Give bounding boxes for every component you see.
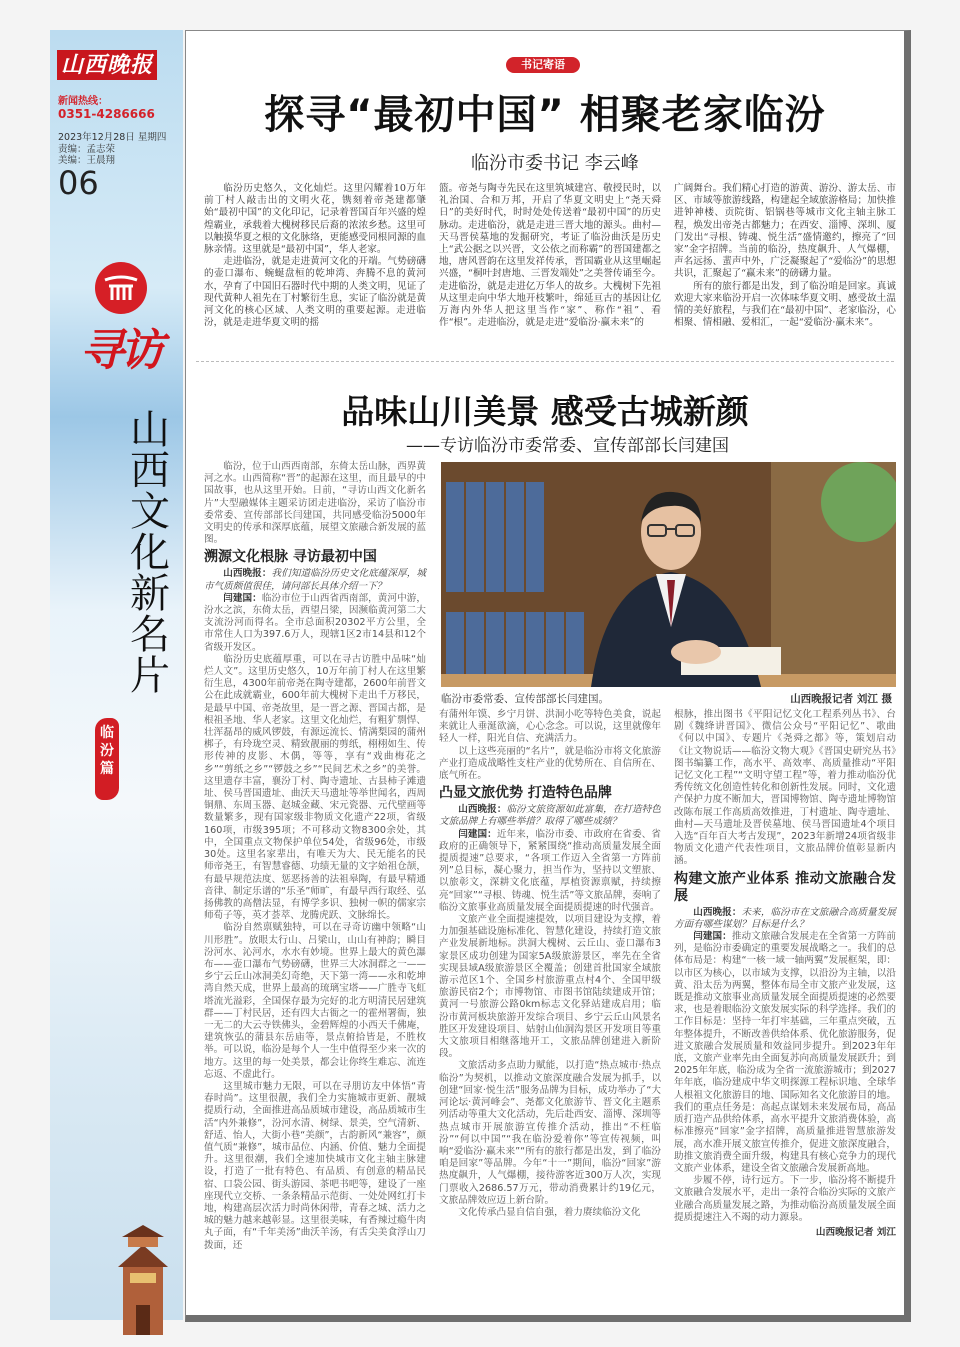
section-divider — [196, 361, 894, 362]
article1-column-1 — [204, 183, 426, 329]
section-sidebar — [50, 30, 183, 1320]
speech-text: 未来，临汾市在文旅融合高质量发展方面有哪些谋划？目标是什么？ — [674, 906, 897, 930]
designer: 美编：王晨翔 — [58, 155, 116, 166]
hotline-number: 0351-4286666 — [58, 107, 155, 121]
title-char: 新 — [130, 571, 170, 617]
news-hotline — [58, 96, 155, 120]
article2-subtitle: ——专访临汾市委常委、宣传部部长闫建国 — [406, 436, 729, 456]
paragraph: 文旅产业全面提速提效，以项目建设为支撑，着力加强基础设施标准化、智慧化建设，持续打造文旅产业发展新地标。洪洞大槐树、云丘山、壶口瀑布3家景区成功创建为国家5A级旅游景区，率先在全省实现县域A级旅游景区全覆盖；创建首批国家全域旅游示范区1个、全国乡村旅游重点村4个、全国甲级旅游民宿2个；市博物馆、市图书馆陆续建成开馆；黄河一号旅游公路0km标志文化驿站建成启用；临汾市黄河板块旅游开发综合项目、乡宁云丘山风景名胜区开发建设项目、姑射山仙洞沟景区开发项目等重大文旅项目相继落地开工，文旅品牌创建进入新阶段。 — [439, 914, 661, 1060]
article2-column-2 — [439, 709, 661, 1219]
hotline-label: 新闻热线： — [58, 96, 108, 107]
paragraph: 文化传承凸显自信自强，着力赓续临汾文化 — [458, 1206, 641, 1218]
article2-headline: 品味山川美景 感受古城新颜 — [341, 392, 749, 431]
paragraph: 根脉，推出图书《平阳记忆文化工程系列丛书》、台剧《魏绛讲晋国》、微信公众号“平阳记忆”、歌曲《何以中国》、专题片《尧舜之都》等，策划启动《让文物说话——临汾文物大观》《晋国史研究丛书》图书编纂工作，高水平、高效率、高质量推动“平阳记忆文化工程”“文明守望工程”等，着力推动临汾优秀传统文化创造性转化和创新性发展。同时，文化遗产保护力度不断加大，晋国博物馆、陶寺遗址博物馆改陈布展工作高质高效推进，丁村遗址、陶寺遗址、曲村—天马遗址及晋侯墓地、侯马晋国遗址4个项目入选“百年百大考古发现”，2023年新增24项省级非物质文化遗产代表性项目，文旅品牌价值彰显新内涵。 — [674, 709, 896, 867]
interview-answer — [674, 931, 896, 1175]
interviewee-photo — [441, 462, 896, 687]
title-char: 文 — [130, 489, 170, 535]
title-char: 名 — [130, 612, 170, 658]
title-char: 山 — [130, 407, 170, 453]
paragraph: 临汾历史底蕴厚重，可以在寻古访胜中品味“灿烂人文”。这里历史悠久，10万年前丁村人在这里繁衍生息，4300年前帝尧在陶寺建都，2600年前晋文公在此成就霸业，600年前大槐树下走出千万移民，是最早中国、帝尧故里，是一晋之源、晋国古都，是根祖圣地、华人老家。这里文化灿烂，有粗犷剽悍、壮浑磊昂的威风锣鼓，有源远流长、情满梨园的蒲州梆子，有玲珑空灵、精致靓丽的剪纸，栩栩如生、传形传神的皮影、木偶，等等，享有“戏曲梅花之乡”“剪纸之乡”“锣鼓之乡”“民间艺术之乡”的美誉。这里遗存丰富，襄汾丁村、陶寺遗址、古县柿子滩遗址、侯马晋国遗址、曲沃天马遗址等举世闻名，西周铜鼎、东周玉器、赵城金藏、宋元瓷器、元代壁画等数量繁多，现有国家级非物质文化遗产22项，省级160项，市级395项；不可移动文物8300余处，其中，全国重点文物保护单位54处，省级96处，市级30处。这里名家辈出，有唯天为大、民无能名的民师帝尧王，有智慧睿德、功绩无量的文字始祖仓颉，有最早规范法度、惩恶扬善的法祖皋陶，有最早精通音律、制定乐谱的“乐圣”师旷，有最早西行取经、弘扬佛教的高僧法显，有博学多识、独树一帜的儒家宗师荀子等，英才荟萃、龙腾虎跃、文脉绵长。 — [204, 653, 426, 922]
page-number: 06 — [58, 164, 99, 202]
series-title: 寻访 — [80, 325, 160, 376]
paragraph: 广阔舞台。我们精心打造的游黄、游汾、游太岳、市区、市域等旅游线路，构建起全域旅游格局；加快推进钟神楼、贡院街、铝锅巷等城市文化主轴主脉工程，焕发出帝尧古都魅力；在西安、淄博、深圳、厦门发出“寻根、铸魂、悦生活”盛情邀约，擦亮了“回家”金字招牌。当前的临汾，热度飙升、人气爆棚，声名远扬、蜚声中外，广泛凝聚起了“爱临汾”的思想共识，汇聚起了“赢未来”的磅礴力量。 — [674, 183, 896, 280]
interview-question — [674, 907, 896, 931]
title-char: 片 — [130, 653, 170, 699]
section-heading: 构建文旅产业体系 推动文旅融合发展 — [674, 870, 896, 904]
photo-credit: 山西晚报记者 刘江 摄 — [790, 693, 892, 705]
paragraph: 这里城市魅力无限，可以在寻朋访友中体悟“青春时尚”。这里很靓，我们全力实施城市更新、靓城提质行动，全面推进高品质城市建设，高品质城市生活“内外兼修”，汾河水清、树绿、景美，空气清新、舒适、怡人，大街小巷“美颜”，古韵新风“兼容”，颜值气质“兼修”，城市品位、内涵、价值、魅力全面提升。这里很潮，我们全速加快城市文化主轴主脉建设，打造了一批有特色、有品质、有创意的精品民宿、口袋公园、街头游园、茶吧书吧等，建设了一座座现代立交桥、一条条精品示范街、一处处网红打卡地，构建高层次活力时尚休闲带，青春之城、活力之城的魅力越来越彰显。这里很美味，有香辣过瘾牛肉丸子面，有“千年美汤”曲沃羊汤，有舌尖美食浮山刀拨面，还 — [204, 1080, 426, 1251]
reporter-signature: 山西晚报记者 刘江 — [815, 1226, 896, 1238]
tower-illustration-icon — [118, 1225, 168, 1335]
paragraph: 文旅活动多点助力赋能，以打造“热点城市·热点临汾”为契机，以推动文旅深度融合发展为抓手，以创建“回家·悦生活”服务品牌为目标，成功举办了“大河论坛·黄河峰会”、尧都文化旅游节、晋文化主题系列活动等重大文化活动，先后赴西安、淄博、深圳等热点城市开展旅游宣传推介活动，推出“不枉临汾”“何以中国”“我在临汾爱着你”等宣传视频，叫响“爱临汾·赢未来”“所有的旅行都是出发，到了临汾咱是回家”等品牌。今年“十一”期间，临汾“回家”游热度飙升，人气爆棚，接待游客近300万人次，实现门票收入2686.57万元，带动消费累计约19亿元，文旅品牌效应迈上新台阶。 — [439, 1060, 661, 1206]
newspaper-logo: 山西晚报 — [57, 50, 157, 80]
article1-column-3 — [674, 183, 896, 329]
speaker-label: 闫建国： — [223, 592, 262, 604]
section-heading: 溯源文化根脉 寻访最初中国 — [204, 549, 377, 566]
interview-question — [439, 804, 661, 828]
paragraph: 所有的旅行都是出发，到了临汾咱是回家。真诚欢迎大家来临汾开启一次体味华夏文明、感受故土温情的美好旅程，与我们在“最初中国”、老家临汾，心相聚、情相融、爱相汇，一起“爱临汾·赢未来”。 — [674, 280, 896, 329]
speech-text: 临汾市位于山西省西南部，黄河中游，汾水之滨，东倚太岳，西望吕梁，因濒临黄河第二大支流汾河而得名。全市总面积20302平方公里，全市常住人口为397.6万人，现辖1区2市14县和12个省级开发区。 — [204, 592, 427, 653]
issue-meta — [58, 132, 166, 167]
speech-text: 临汾文旅资源如此富集，在打造特色文旅品牌上有哪些举措？取得了哪些成绩？ — [439, 804, 662, 828]
vertical-series-title — [125, 407, 175, 699]
section-heading: 凸显文旅优势 打造特色品牌 — [439, 785, 612, 802]
paragraph: 步履不停，诗行远方。下一步，临汾将不断提升文旅融合发展水平，走出一条符合临汾实际的文旅产业融合高质量发展之路，为推动临汾高质量发展全面提质提速注入不竭的动力源泉。 — [674, 1175, 896, 1223]
title-char: 西 — [130, 448, 170, 494]
article2-column-3 — [674, 709, 896, 1239]
paragraph: 篮。帝尧与陶寺先民在这里筑城建宫、敬授民时，以礼治国、合和万邦，开启了华夏文明史上“尧天舜日”的美好时代，时时处处传送着“最初中国”的历史脉动。走进临汾，就是走进三晋大地的源头。曲村—天马晋侯墓地的发掘研究，考证了临汾曲沃是历史上“武公据之以兴晋，文公依之而称霸”的晋国建都之地，唐风晋韵在这里发祥传承，晋国霸业从这里崛起兴盛，“桐叶封唐地、三晋发端处”之美誉传诵至今。走进临汾，就是走进亿万华人的故乡。大槐树下先祖从这里走向中华大地开枝繁叶，绵延亘古的基因让亿万海内外华人把这里当作“家”、称作“祖”、看作“根”。走进临汾，就是走进“爱临汾·赢未来”的 — [439, 183, 661, 329]
issue-date: 2023年12月28日 星期四 — [58, 132, 167, 143]
speaker-label: 闫建国： — [693, 931, 732, 943]
paragraph: 临汾历史悠久，文化灿烂。这里闪耀着10万年前丁村人敲击出的文明火花，镌刻着帝尧建都肇始“最初中国”的文化印记，记录着晋国百年兴盛的煌煌霸业，承载着大槐树移民后裔的浓浓乡愁。这里可以触摸华夏之根的文化脉络，更能感受同根同源的血脉亲情。这里就是“最初中国”，华人老家。 — [204, 183, 426, 256]
title-char: 化 — [130, 530, 170, 576]
speech-text: 近年来，临汾市委、市政府在省委、省政府的正确领导下，紧紧围绕“推动高质量发展全面提质提速”总要求，“各项工作迈入全省第一方阵前列”总目标，凝心聚力，担当作为，坚持以文塑旅、以旅彰文，深耕文化底蕴，厚植资源禀赋，持续擦亮“回家”“寻根、铸魂、悦生活”等文旅品牌，奏响了临汾文旅事业高质量发展全面提质提速的时代强音。 — [439, 828, 662, 913]
speaker-label: 山西晚报： — [693, 906, 742, 918]
editor: 责编：孟志荣 — [58, 143, 116, 155]
article1-headline: 探寻“最初中国” 相聚老家临汾 — [264, 92, 826, 138]
interview-question — [204, 568, 426, 592]
gate-emblem-icon — [95, 262, 147, 314]
speech-text: 推动文旅融合发展走在全省第一方阵前列，是临汾市委确定的重要发展战略之一。我们的总体布局是：构建“一核一域一轴两翼”发展框架，即：以市区为核心，以市域为支撑，以沿汾为主轴，以沿黄、沿太岳为两翼，整体布局全市文旅产业发展，这既是推动文旅事业高质量发展全面提质提速的必然要求，也是着眼临汾文旅发展实际的科学选择。我们的工作目标是：坚持一年打牢基础，三年重点突破，五年整体提升，不断改善供给体系、优化旅游服务，促进文旅融合发展质量和效益同步提升。到2023年年底，文旅产业率先由全面复苏向高质量发展跃升；到2025年年底，临汾成为全省一流旅游城市；到2027年年底，临汾建成中华文明探源工程标识地、全球华人根祖文化旅游目的地、国际知名文化旅游目的地。我们的重点任务是：高起点谋划未来发展布局，高品质打造产品供给体系，高水平提升文旅消费体验，高标准擦亮“回家”金字招牌，高质量推进智慧旅游发展，高水准开展文旅宣传推介，促进文旅深度融合，助推文旅消费全面升级，构建具有核心竞争力的现代文旅产业体系，建设全省文旅融合发展新高地。 — [674, 931, 897, 1174]
interview-answer — [204, 593, 426, 654]
page-frame — [185, 30, 911, 1322]
column-tag: 书记寄语 — [506, 57, 580, 73]
article1-column-2 — [439, 183, 661, 329]
paragraph: 临汾自然禀赋独特，可以在寻奇访幽中领略“山川形胜”。放眼太行山、吕梁山，山山有神韵；瞬目汾河水、沁河水，水水有妙境。世界上最大的黄色瀑布——壶口瀑布气势磅礴，世界三大冰洞群之一——乡宁云丘山冰洞美幻奇绝，天下第一湾——永和乾坤湾自然天成，世界上最高的琉璃宝塔——广胜寺飞虹塔流光溢彩，全国保存最为完好的北方明清民居建筑群——丁村民居，还有四大古衙之一的霍州署衙，独一无二的大云寺铁佛头，金碧辉煌的小西天千佛庵，建筑恢弘的蒲县东岳庙等，景点俯拾皆是，不胜枚举。可以说，临汾是每个人一生中值得至少来一次的地方。这里的每一处美景，都会让你终生难忘、流连忘返、不虚此行。 — [204, 922, 426, 1080]
paragraph: 以上这些亮丽的“名片”，就是临汾市将文化旅游产业打造成战略性支柱产业的优势所在、自信所在、底气所在。 — [439, 745, 661, 782]
article1-byline: 临汾市委书记 李云峰 — [471, 153, 639, 174]
paragraph: 临汾，位于山西西南部，东倚太岳山脉，西界黄河之水。山西简称“晋”的起源在这里，而且最早的中国故事，也从这里开始。日前，“寻访山西文化新名片”大型融媒体主题采访团走进临汾，采访了临汾市委常委、宣传部部长闫建国，共同感受临汾5000年文明史的传承和深厚底蕴，展望文旅融合新发展的蓝图。 — [204, 461, 426, 546]
speaker-label: 闫建国： — [458, 828, 497, 840]
article2-column-1 — [204, 461, 426, 1252]
paragraph: 走进临汾，就是走进黄河文化的开端。气势磅礴的壶口瀑布、蜿蜒盘桓的乾坤湾、奔腾不息的黄河水，孕育了中国旧石器时代中期的人类文明，见证了现代黄种人祖先在丁村繁衍生息，实证了临汾就是黄河文化的核心区域、人类文明的重要起源。走进临汾，就是走进华夏文明的摇 — [204, 256, 426, 329]
speech-text: 我们知道临汾历史文化底蕴深厚，城市气质颇值很佳，请问部长具体介绍一下？ — [204, 568, 427, 592]
section-seal: 临汾篇 — [95, 718, 119, 800]
speaker-label: 山西晚报： — [223, 568, 272, 580]
interview-answer — [439, 829, 661, 914]
paragraph: 有蒲州年馍、乡宁月饼、洪洞小吃等特色美食，说起来就让人垂涎欲滴，心心念念。可以说，这里就像年轻人一样，阳光自信、充满活力。 — [439, 709, 661, 745]
photo-caption: 临汾市委常委、宣传部部长闫建国。 — [441, 693, 609, 705]
speaker-label: 山西晚报： — [458, 804, 507, 816]
